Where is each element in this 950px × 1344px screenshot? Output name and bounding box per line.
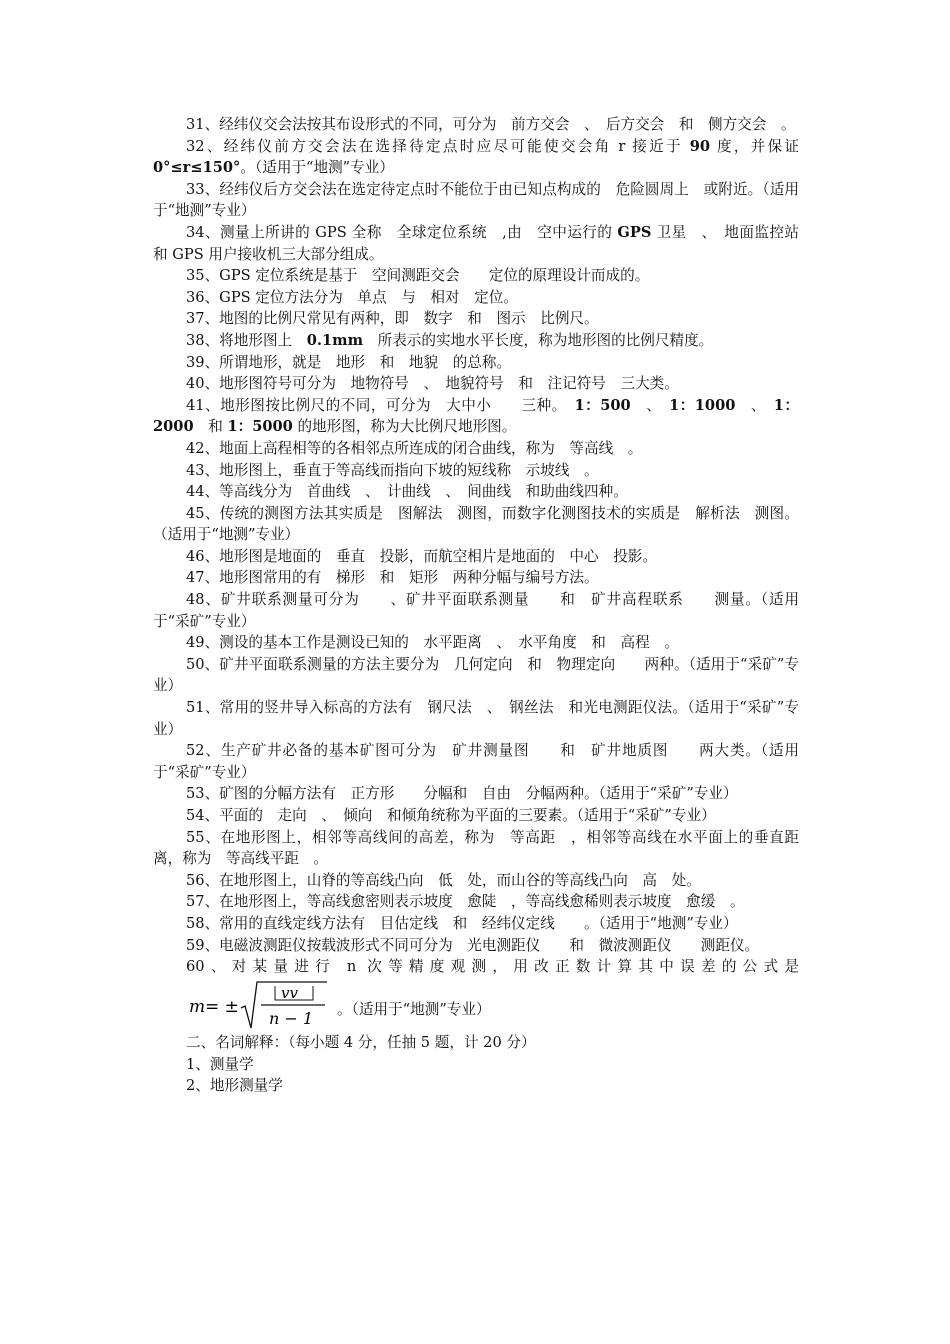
question-52: 52、生产矿井必备的基本矿图可分为 矿井测量图 和 矿井地质图 两大类。（适用于“采矿”专业） xyxy=(153,742,799,781)
question-42: 42、地面上高程相等的各相邻点所连成的闭合曲线，称为 等高线 。 xyxy=(186,439,643,457)
standard-error-formula xyxy=(189,978,329,1032)
question-54: 54、平面的 走向 、 倾向 和倾角统称为平面的三要素。（适用于“采矿”专业） xyxy=(186,807,716,824)
question-55: 55、在地形图上，相邻等高线间的高差，称为 等高距 ，相邻等高线在水平面上的垂直距离，称为 等高线平距 。 xyxy=(153,828,799,868)
question-43: 43、地形图上，垂直于等高线而指向下坡的短线称 示坡线 。 xyxy=(186,461,599,479)
question-35: 35、GPS 定位系统是基于 空间测距交会 定位的原理设计而成的。 xyxy=(186,267,650,285)
term-2: 2、地形测量学 xyxy=(186,1077,283,1095)
question-56: 56、在地形图上，山脊的等高线凸向 低 处，而山谷的等高线凸向 高 处。 xyxy=(186,871,701,889)
document-page xyxy=(153,114,814,1097)
question-40: 40、地形图符号可分为 地物符号 、 地貌符号 和 注记符号 三大类。 xyxy=(186,375,679,393)
formula-numerator: vv xyxy=(281,984,298,1003)
question-47: 47、地形图常用的有 梯形 和 矩形 两种分幅与编号方法。 xyxy=(186,569,599,587)
question-49: 49、测设的基本工作是测设已知的 水平距离 、 水平角度 和 高程 。 xyxy=(186,634,679,652)
question-37: 37、地图的比例尺常见有两种，即 数字 和 图示 比例尺。 xyxy=(186,310,599,328)
question-44: 44、等高线分为 首曲线 、 计曲线 、 间曲线 和助曲线四种。 xyxy=(186,483,628,501)
question-32: 32、经纬仪前方交会法在选择待定点时应尽可能使交会角 r 接近于 90 度，并保证 0°≤r≤150°。（适用于“地测”专业） xyxy=(153,137,800,177)
question-58: 58、常用的直线定线方法有 目估定线 和 经纬仪定线 。（适用于“地测”专业） xyxy=(186,914,738,932)
question-31: 31、经纬仪交会法按其布设形式的不同，可分为 前方交会 、 后方交会 和 侧方交会 。 xyxy=(186,116,796,133)
question-34: 34、测量上所讲的 GPS 全称 全球定位系统 ,由 空中运行的 GPS 卫星 、 地面监控站 和 GPS 用户接收机三大部分组成。 xyxy=(153,223,814,263)
question-50: 50、矿井平面联系测量的方法主要分为 几何定向 和 物理定向 两种。（适用于“采矿”专业） xyxy=(153,655,799,695)
question-51: 51、常用的竖井导入标高的方法有 钢尺法 、 钢丝法 和光电测距仪法。（适用于“采矿”专业） xyxy=(153,699,799,738)
formula-m: m xyxy=(189,997,206,1018)
question-59: 59、电磁波测距仪按载波形式不同可分为 光电测距仪 和 微波测距仪 测距仪。 xyxy=(186,936,760,954)
question-45: 45、传统的测图方法其实质是 图解法 测图，而数字化测图技术的实质是 解析法 测图。（适用于“地测”专业） xyxy=(153,504,799,544)
section-heading-2: 二、名词解释：（每小题 4 分，任抽 5 题，计 20 分） xyxy=(186,1034,536,1052)
question-39: 39、所谓地形，就是 地形 和 地貌 的总称。 xyxy=(186,353,512,371)
question-38: 38、将地形图上 0.1mm 所表示的实地水平长度，称为地形图的比例尺精度。 xyxy=(186,331,714,349)
question-33: 33、经纬仪后方交会法在选定待定点时不能位于由已知点构成的 危险圆周上 或附近。（适用于“地测”专业） xyxy=(153,180,799,220)
question-46: 46、地形图是地面的 垂直 投影，而航空相片是地面的 中心 投影。 xyxy=(186,547,657,565)
question-48: 48、矿井联系测量可分为 、矿井平面联系测量 和 矿井高程联系 测量。（适用于“采矿”专业） xyxy=(153,591,799,630)
question-41: 41、地形图按比例尺的不同，可分为 大中小 三种。 1：500 、 1：1000 、 1：2000 和 1：5000 的地形图，称为大比例尺地形图。 xyxy=(153,396,800,436)
formula-denominator: n − 1 xyxy=(269,1009,314,1029)
question-36: 36、GPS 定位方法分为 单点 与 相对 定位。 xyxy=(186,288,518,306)
question-60: 60、对某量进行 n 次等精度观测，用改正数计算其中误差的公式是 m = ± vv n − 1 。（适用于“地测”专业） xyxy=(153,956,799,1032)
formula-equals: = ± xyxy=(205,997,239,1018)
term-1: 1、测量学 xyxy=(186,1055,254,1073)
question-53: 53、矿图的分幅方法有 正方形 分幅和 自由 分幅两种。（适用于“采矿”专业） xyxy=(186,785,738,803)
question-57: 57、在地形图上，等高线愈密则表示坡度 愈陡 ，等高线愈稀则表示坡度 愈缓 。 xyxy=(186,893,745,911)
